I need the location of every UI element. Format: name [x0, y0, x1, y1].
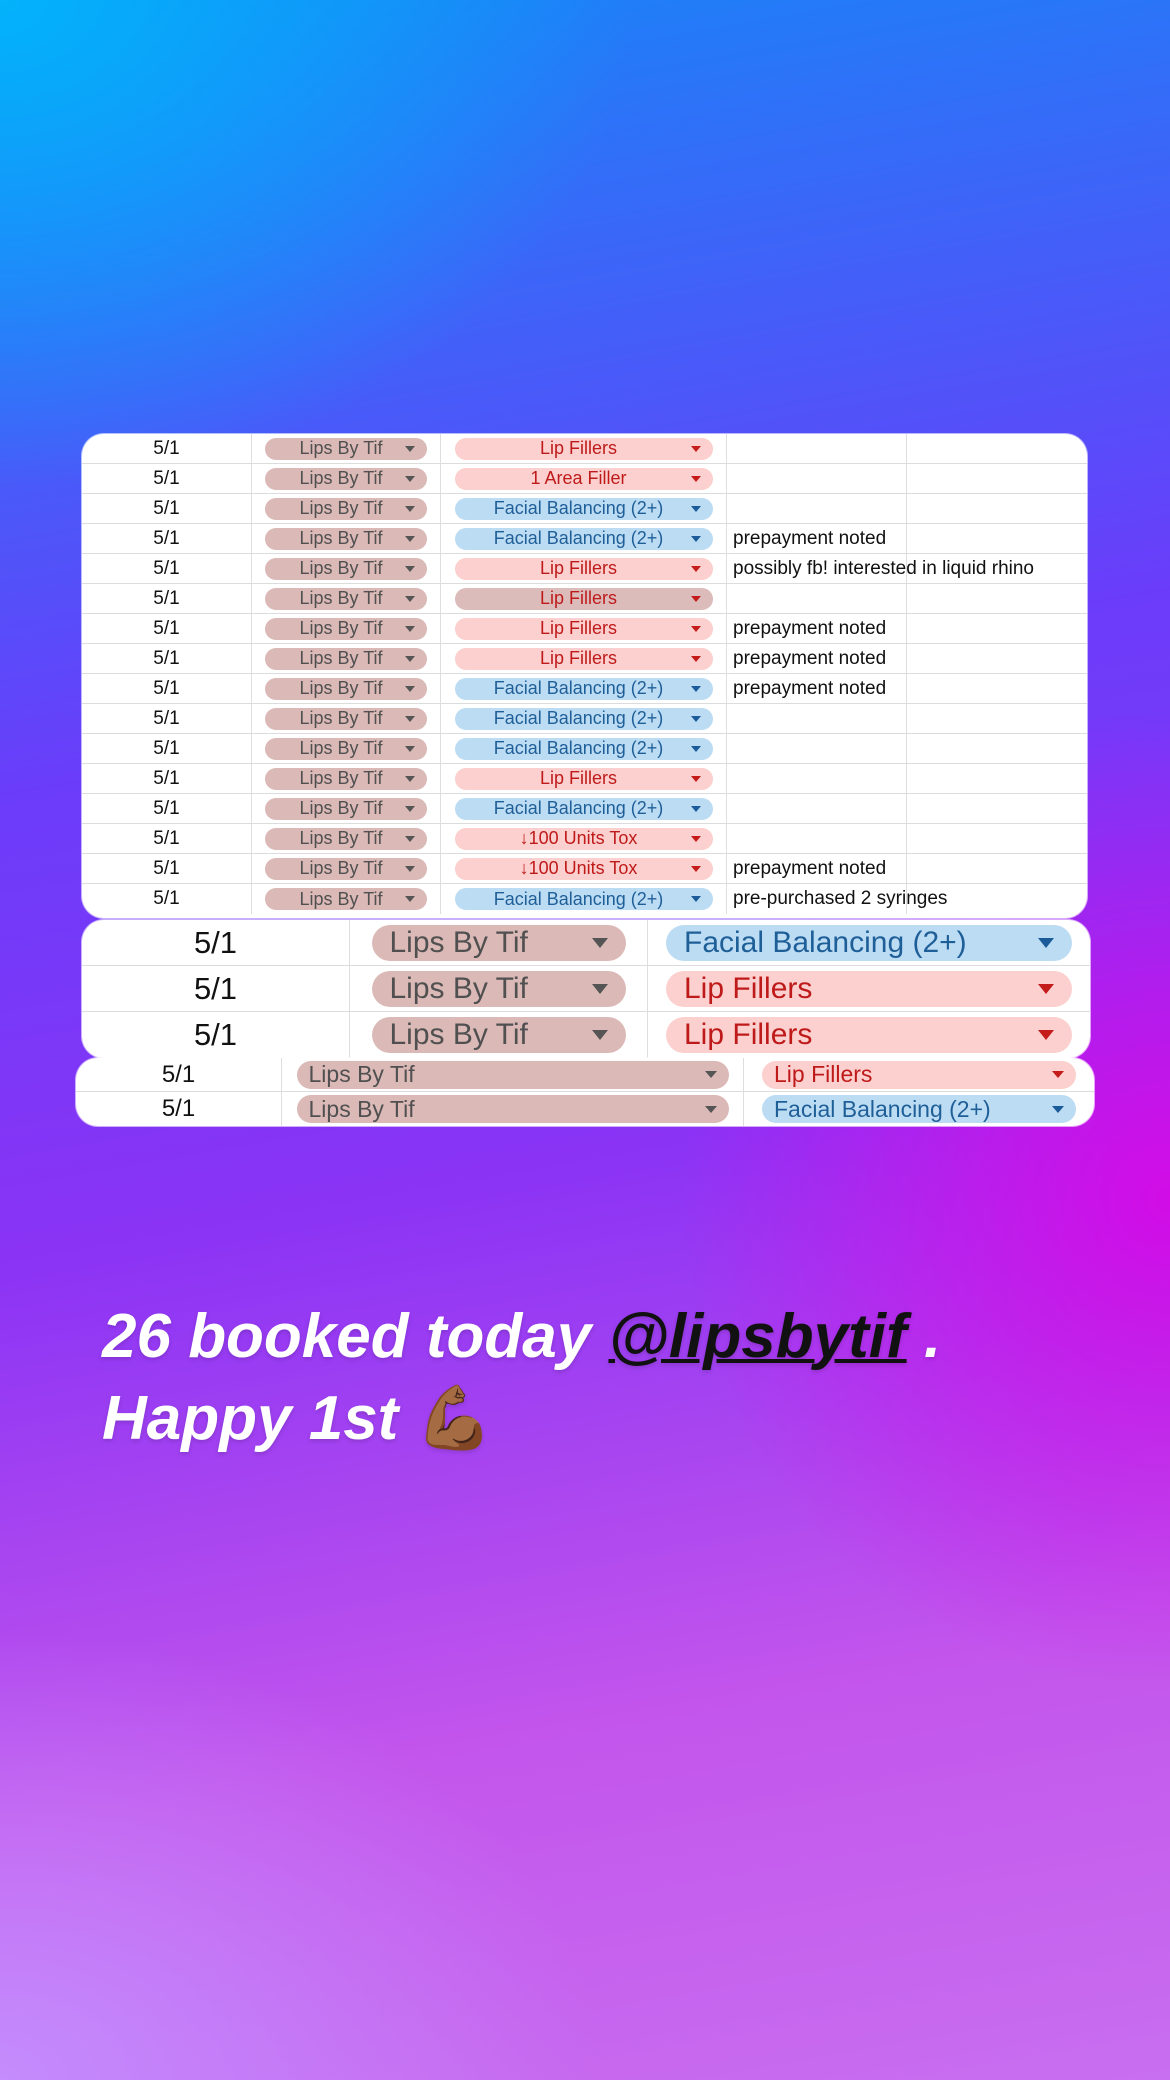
service-cell: [441, 764, 727, 793]
service-dropdown[interactable]: [455, 648, 713, 670]
service-dropdown[interactable]: [455, 768, 713, 790]
service-cell: [648, 920, 1090, 965]
vendor-dropdown[interactable]: [265, 828, 427, 850]
vendor-cell: [252, 494, 441, 523]
date-cell[interactable]: 5/1: [76, 1058, 282, 1091]
note-cell[interactable]: possibly fb! interested in liquid rhino: [727, 554, 907, 583]
vendor-dropdown[interactable]: [372, 971, 626, 1007]
vendor-dropdown[interactable]: [372, 1017, 626, 1053]
service-dropdown-value: Lip Fillers: [539, 618, 618, 638]
vendor-dropdown-value: Lips By Tif: [299, 828, 383, 848]
caret-down-icon[interactable]: [592, 984, 608, 994]
date-cell[interactable]: 5/1: [82, 674, 252, 703]
empty-cell[interactable]: [907, 644, 1087, 673]
caret-down-icon[interactable]: [405, 536, 415, 542]
caret-down-icon[interactable]: [705, 1071, 717, 1078]
caret-down-icon[interactable]: [405, 626, 415, 632]
service-dropdown-value: Lip Fillers: [684, 971, 813, 1005]
date-cell[interactable]: 5/1: [82, 734, 252, 763]
caret-down-icon[interactable]: [405, 806, 415, 812]
table-row: [82, 494, 1087, 524]
note-cell[interactable]: prepayment noted: [727, 674, 907, 703]
caret-down-icon[interactable]: [405, 656, 415, 662]
empty-cell[interactable]: [907, 614, 1087, 643]
vendor-dropdown-value: Lips By Tif: [299, 438, 383, 458]
empty-cell[interactable]: [907, 764, 1087, 793]
date-cell[interactable]: 5/1: [82, 794, 252, 823]
vendor-dropdown-value: Lips By Tif: [389, 1018, 528, 1051]
service-dropdown[interactable]: [455, 888, 713, 910]
caret-down-icon[interactable]: [1052, 1106, 1064, 1113]
table-row: [82, 854, 1087, 884]
empty-cell[interactable]: [907, 464, 1087, 493]
empty-cell[interactable]: [907, 494, 1087, 523]
service-dropdown-value: Lip Fillers: [539, 558, 618, 578]
empty-cell[interactable]: [907, 734, 1087, 763]
service-cell: [744, 1058, 1094, 1091]
service-dropdown-value: 1 Area Filler: [530, 468, 627, 488]
service-dropdown-value: Facial Balancing (2+): [493, 498, 664, 518]
vendor-dropdown-value: Lips By Tif: [299, 558, 383, 578]
service-cell: [441, 464, 727, 493]
caret-down-icon[interactable]: [691, 596, 701, 602]
vendor-dropdown-value: Lips By Tif: [389, 925, 528, 959]
caption-period: .: [906, 1302, 942, 1371]
note-cell[interactable]: [727, 764, 907, 793]
caret-down-icon[interactable]: [405, 476, 415, 482]
caret-down-icon[interactable]: [691, 836, 701, 842]
vendor-cell: [350, 966, 648, 1011]
service-cell: [441, 644, 727, 673]
service-dropdown[interactable]: [762, 1061, 1076, 1089]
service-cell: [441, 704, 727, 733]
vendor-dropdown-value: Lips By Tif: [389, 971, 528, 1005]
caret-down-icon[interactable]: [691, 896, 701, 902]
vendor-dropdown-value: Lips By Tif: [299, 738, 383, 758]
date-cell[interactable]: 5/1: [82, 704, 252, 733]
table-row: [82, 674, 1087, 704]
service-cell: [648, 1012, 1090, 1058]
caret-down-icon[interactable]: [592, 938, 608, 948]
service-cell: [441, 614, 727, 643]
note-cell[interactable]: [727, 704, 907, 733]
table-row: [76, 1058, 1094, 1092]
service-dropdown-value: Lip Fillers: [539, 588, 618, 608]
service-dropdown-value: Lip Fillers: [539, 768, 618, 788]
service-dropdown[interactable]: [455, 708, 713, 730]
caret-down-icon[interactable]: [1038, 1030, 1054, 1040]
service-dropdown-value: Facial Balancing (2+): [493, 798, 664, 818]
vendor-dropdown-value: Lips By Tif: [299, 678, 383, 698]
service-dropdown[interactable]: [455, 858, 713, 880]
vendor-dropdown-value: Lips By Tif: [308, 1061, 415, 1087]
service-dropdown-value: Facial Balancing (2+): [684, 925, 967, 959]
note-cell[interactable]: [727, 824, 907, 853]
service-dropdown-value: Facial Balancing (2+): [774, 1095, 991, 1122]
service-dropdown-value: Facial Balancing (2+): [493, 738, 664, 758]
table-row: [82, 764, 1087, 794]
caret-down-icon[interactable]: [691, 506, 701, 512]
service-dropdown[interactable]: [455, 828, 713, 850]
vendor-cell: [252, 794, 441, 823]
table-row: [76, 1092, 1094, 1126]
service-dropdown[interactable]: [455, 618, 713, 640]
vendor-cell: [252, 884, 441, 914]
service-dropdown[interactable]: [455, 738, 713, 760]
service-dropdown[interactable]: [666, 971, 1072, 1007]
service-cell: [441, 794, 727, 823]
vendor-dropdown[interactable]: [265, 858, 427, 880]
vendor-dropdown[interactable]: [372, 925, 626, 961]
vendor-dropdown-value: Lips By Tif: [299, 528, 383, 548]
mention-link[interactable]: @lipsbytif: [608, 1302, 907, 1371]
empty-cell[interactable]: [907, 854, 1087, 883]
date-cell[interactable]: 5/1: [82, 966, 350, 1011]
booking-sheet-card-3: [76, 1058, 1094, 1126]
vendor-dropdown[interactable]: [297, 1095, 729, 1123]
service-cell: [441, 674, 727, 703]
date-cell[interactable]: 5/1: [82, 554, 252, 583]
service-dropdown-value: Facial Balancing (2+): [493, 888, 664, 909]
vendor-dropdown-value: Lips By Tif: [299, 858, 383, 878]
service-dropdown[interactable]: [455, 558, 713, 580]
note-cell[interactable]: [727, 584, 907, 613]
caret-down-icon[interactable]: [691, 806, 701, 812]
vendor-cell: [252, 554, 441, 583]
caret-down-icon[interactable]: [1052, 1071, 1064, 1078]
vendor-dropdown-value: Lips By Tif: [299, 588, 383, 608]
table-row: [82, 794, 1087, 824]
service-dropdown[interactable]: [455, 678, 713, 700]
service-dropdown-value: ↓100 Units Tox: [519, 858, 638, 878]
caret-down-icon[interactable]: [405, 596, 415, 602]
empty-cell[interactable]: [907, 524, 1087, 553]
vendor-dropdown[interactable]: [265, 468, 427, 490]
vendor-cell: [252, 824, 441, 853]
vendor-dropdown[interactable]: [265, 528, 427, 550]
service-dropdown-value: Facial Balancing (2+): [493, 528, 664, 548]
date-cell[interactable]: 5/1: [82, 524, 252, 553]
date-cell[interactable]: 5/1: [82, 584, 252, 613]
vendor-cell: [252, 674, 441, 703]
vendor-cell: [350, 920, 648, 965]
service-dropdown[interactable]: [666, 1017, 1072, 1053]
note-cell[interactable]: prepayment noted: [727, 614, 907, 643]
note-cell[interactable]: [727, 434, 907, 463]
vendor-dropdown-value: Lips By Tif: [299, 648, 383, 668]
date-cell[interactable]: 5/1: [82, 434, 252, 463]
caret-down-icon[interactable]: [405, 896, 415, 902]
service-cell: [648, 966, 1090, 1011]
booking-sheet-card-1: [82, 434, 1087, 918]
caret-down-icon[interactable]: [691, 866, 701, 872]
vendor-cell: [350, 1012, 648, 1058]
vendor-dropdown[interactable]: [265, 708, 427, 730]
caret-down-icon[interactable]: [691, 656, 701, 662]
empty-cell[interactable]: [907, 674, 1087, 703]
vendor-cell: [252, 524, 441, 553]
caret-down-icon[interactable]: [691, 746, 701, 752]
service-cell: [441, 434, 727, 463]
vendor-dropdown[interactable]: [265, 888, 427, 910]
date-cell[interactable]: 5/1: [82, 464, 252, 493]
table-row: [82, 1012, 1090, 1058]
vendor-dropdown[interactable]: [265, 438, 427, 460]
vendor-cell: [252, 734, 441, 763]
story-caption: [102, 1296, 1062, 1460]
vendor-cell: [252, 704, 441, 733]
vendor-dropdown[interactable]: [265, 738, 427, 760]
date-cell[interactable]: 5/1: [82, 824, 252, 853]
caret-down-icon[interactable]: [691, 776, 701, 782]
service-cell: [744, 1092, 1094, 1126]
table-row: [82, 644, 1087, 674]
date-cell[interactable]: 5/1: [82, 1012, 350, 1058]
date-cell[interactable]: 5/1: [82, 494, 252, 523]
caret-down-icon[interactable]: [1038, 938, 1054, 948]
service-dropdown[interactable]: [455, 528, 713, 550]
empty-cell[interactable]: [907, 584, 1087, 613]
caret-down-icon[interactable]: [691, 446, 701, 452]
table-row: [82, 704, 1087, 734]
vendor-dropdown-value: Lips By Tif: [299, 708, 383, 728]
vendor-dropdown[interactable]: [265, 618, 427, 640]
note-cell[interactable]: pre-purchased 2 syringes: [727, 884, 907, 914]
vendor-cell: [252, 614, 441, 643]
date-cell[interactable]: 5/1: [76, 1092, 282, 1126]
caret-down-icon[interactable]: [691, 476, 701, 482]
vendor-dropdown-value: Lips By Tif: [299, 618, 383, 638]
service-dropdown-value: ↓100 Units Tox: [519, 828, 638, 848]
caret-down-icon[interactable]: [405, 776, 415, 782]
table-row: [82, 464, 1087, 494]
vendor-dropdown[interactable]: [265, 558, 427, 580]
service-dropdown-value: Lip Fillers: [539, 648, 618, 668]
caret-down-icon[interactable]: [405, 506, 415, 512]
service-cell: [441, 734, 727, 763]
note-cell[interactable]: [727, 464, 907, 493]
caret-down-icon[interactable]: [691, 716, 701, 722]
service-dropdown[interactable]: [666, 925, 1072, 961]
caret-down-icon[interactable]: [592, 1030, 608, 1040]
caret-down-icon[interactable]: [405, 836, 415, 842]
caret-down-icon[interactable]: [405, 746, 415, 752]
vendor-cell: [252, 434, 441, 463]
caret-down-icon[interactable]: [405, 446, 415, 452]
caret-down-icon[interactable]: [691, 686, 701, 692]
vendor-cell: [252, 584, 441, 613]
empty-cell[interactable]: [907, 554, 1087, 583]
vendor-dropdown[interactable]: [265, 678, 427, 700]
caption-booked-text: 26 booked today: [102, 1302, 609, 1371]
table-row: [82, 920, 1090, 966]
service-dropdown-value: Facial Balancing (2+): [493, 708, 664, 728]
service-dropdown[interactable]: [455, 588, 713, 610]
service-dropdown[interactable]: [455, 468, 713, 490]
vendor-cell: [282, 1092, 744, 1126]
service-dropdown-value: Lip Fillers: [774, 1061, 873, 1087]
table-row: [82, 734, 1087, 764]
flexed-biceps-icon: 💪🏾: [415, 1384, 493, 1453]
table-row: [82, 584, 1087, 614]
service-dropdown[interactable]: [455, 438, 713, 460]
vendor-dropdown[interactable]: [265, 798, 427, 820]
table-row: [82, 966, 1090, 1012]
caret-down-icon[interactable]: [1038, 984, 1054, 994]
vendor-dropdown-value: Lips By Tif: [308, 1095, 415, 1122]
note-cell[interactable]: [727, 794, 907, 823]
vendor-cell: [282, 1058, 744, 1091]
note-cell[interactable]: prepayment noted: [727, 524, 907, 553]
caret-down-icon[interactable]: [405, 716, 415, 722]
caret-down-icon[interactable]: [405, 866, 415, 872]
booking-sheet-card-2: [82, 920, 1090, 1058]
table-row: [82, 434, 1087, 464]
service-cell: [441, 554, 727, 583]
note-cell[interactable]: [727, 494, 907, 523]
date-cell[interactable]: 5/1: [82, 764, 252, 793]
vendor-dropdown[interactable]: [297, 1061, 729, 1089]
service-dropdown[interactable]: [455, 498, 713, 520]
service-dropdown-value: Lip Fillers: [684, 1018, 813, 1051]
vendor-dropdown[interactable]: [265, 498, 427, 520]
date-cell[interactable]: 5/1: [82, 884, 252, 914]
caret-down-icon[interactable]: [405, 566, 415, 572]
empty-cell[interactable]: [907, 794, 1087, 823]
service-dropdown[interactable]: [762, 1095, 1076, 1123]
empty-cell[interactable]: [907, 434, 1087, 463]
date-cell[interactable]: 5/1: [82, 644, 252, 673]
caret-down-icon[interactable]: [691, 536, 701, 542]
caret-down-icon[interactable]: [405, 686, 415, 692]
date-cell[interactable]: 5/1: [82, 920, 350, 965]
service-cell: [441, 884, 727, 914]
empty-cell[interactable]: [907, 704, 1087, 733]
vendor-dropdown-value: Lips By Tif: [299, 798, 383, 818]
vendor-dropdown[interactable]: [265, 588, 427, 610]
service-cell: [441, 494, 727, 523]
note-cell[interactable]: prepayment noted: [727, 854, 907, 883]
vendor-dropdown-value: Lips By Tif: [299, 888, 383, 909]
service-dropdown-value: Lip Fillers: [539, 438, 618, 458]
service-cell: [441, 854, 727, 883]
vendor-dropdown[interactable]: [265, 648, 427, 670]
service-dropdown-value: Facial Balancing (2+): [493, 678, 664, 698]
vendor-cell: [252, 854, 441, 883]
table-row: [82, 884, 1087, 914]
caret-down-icon[interactable]: [705, 1106, 717, 1113]
vendor-dropdown[interactable]: [265, 768, 427, 790]
empty-cell[interactable]: [907, 824, 1087, 853]
date-cell[interactable]: 5/1: [82, 854, 252, 883]
service-cell: [441, 524, 727, 553]
vendor-dropdown-value: Lips By Tif: [299, 498, 383, 518]
vendor-dropdown-value: Lips By Tif: [299, 468, 383, 488]
note-cell[interactable]: [727, 734, 907, 763]
note-cell[interactable]: prepayment noted: [727, 644, 907, 673]
vendor-cell: [252, 644, 441, 673]
caret-down-icon[interactable]: [691, 566, 701, 572]
caption-happy-text: Happy 1st: [102, 1384, 416, 1453]
service-dropdown[interactable]: [455, 798, 713, 820]
vendor-cell: [252, 464, 441, 493]
vendor-dropdown-value: Lips By Tif: [299, 768, 383, 788]
table-row: [82, 614, 1087, 644]
empty-cell[interactable]: [907, 884, 1087, 914]
table-row: [82, 524, 1087, 554]
service-cell: [441, 584, 727, 613]
date-cell[interactable]: 5/1: [82, 614, 252, 643]
table-row: [82, 554, 1087, 584]
table-row: [82, 824, 1087, 854]
caret-down-icon[interactable]: [691, 626, 701, 632]
service-cell: [441, 824, 727, 853]
vendor-cell: [252, 764, 441, 793]
